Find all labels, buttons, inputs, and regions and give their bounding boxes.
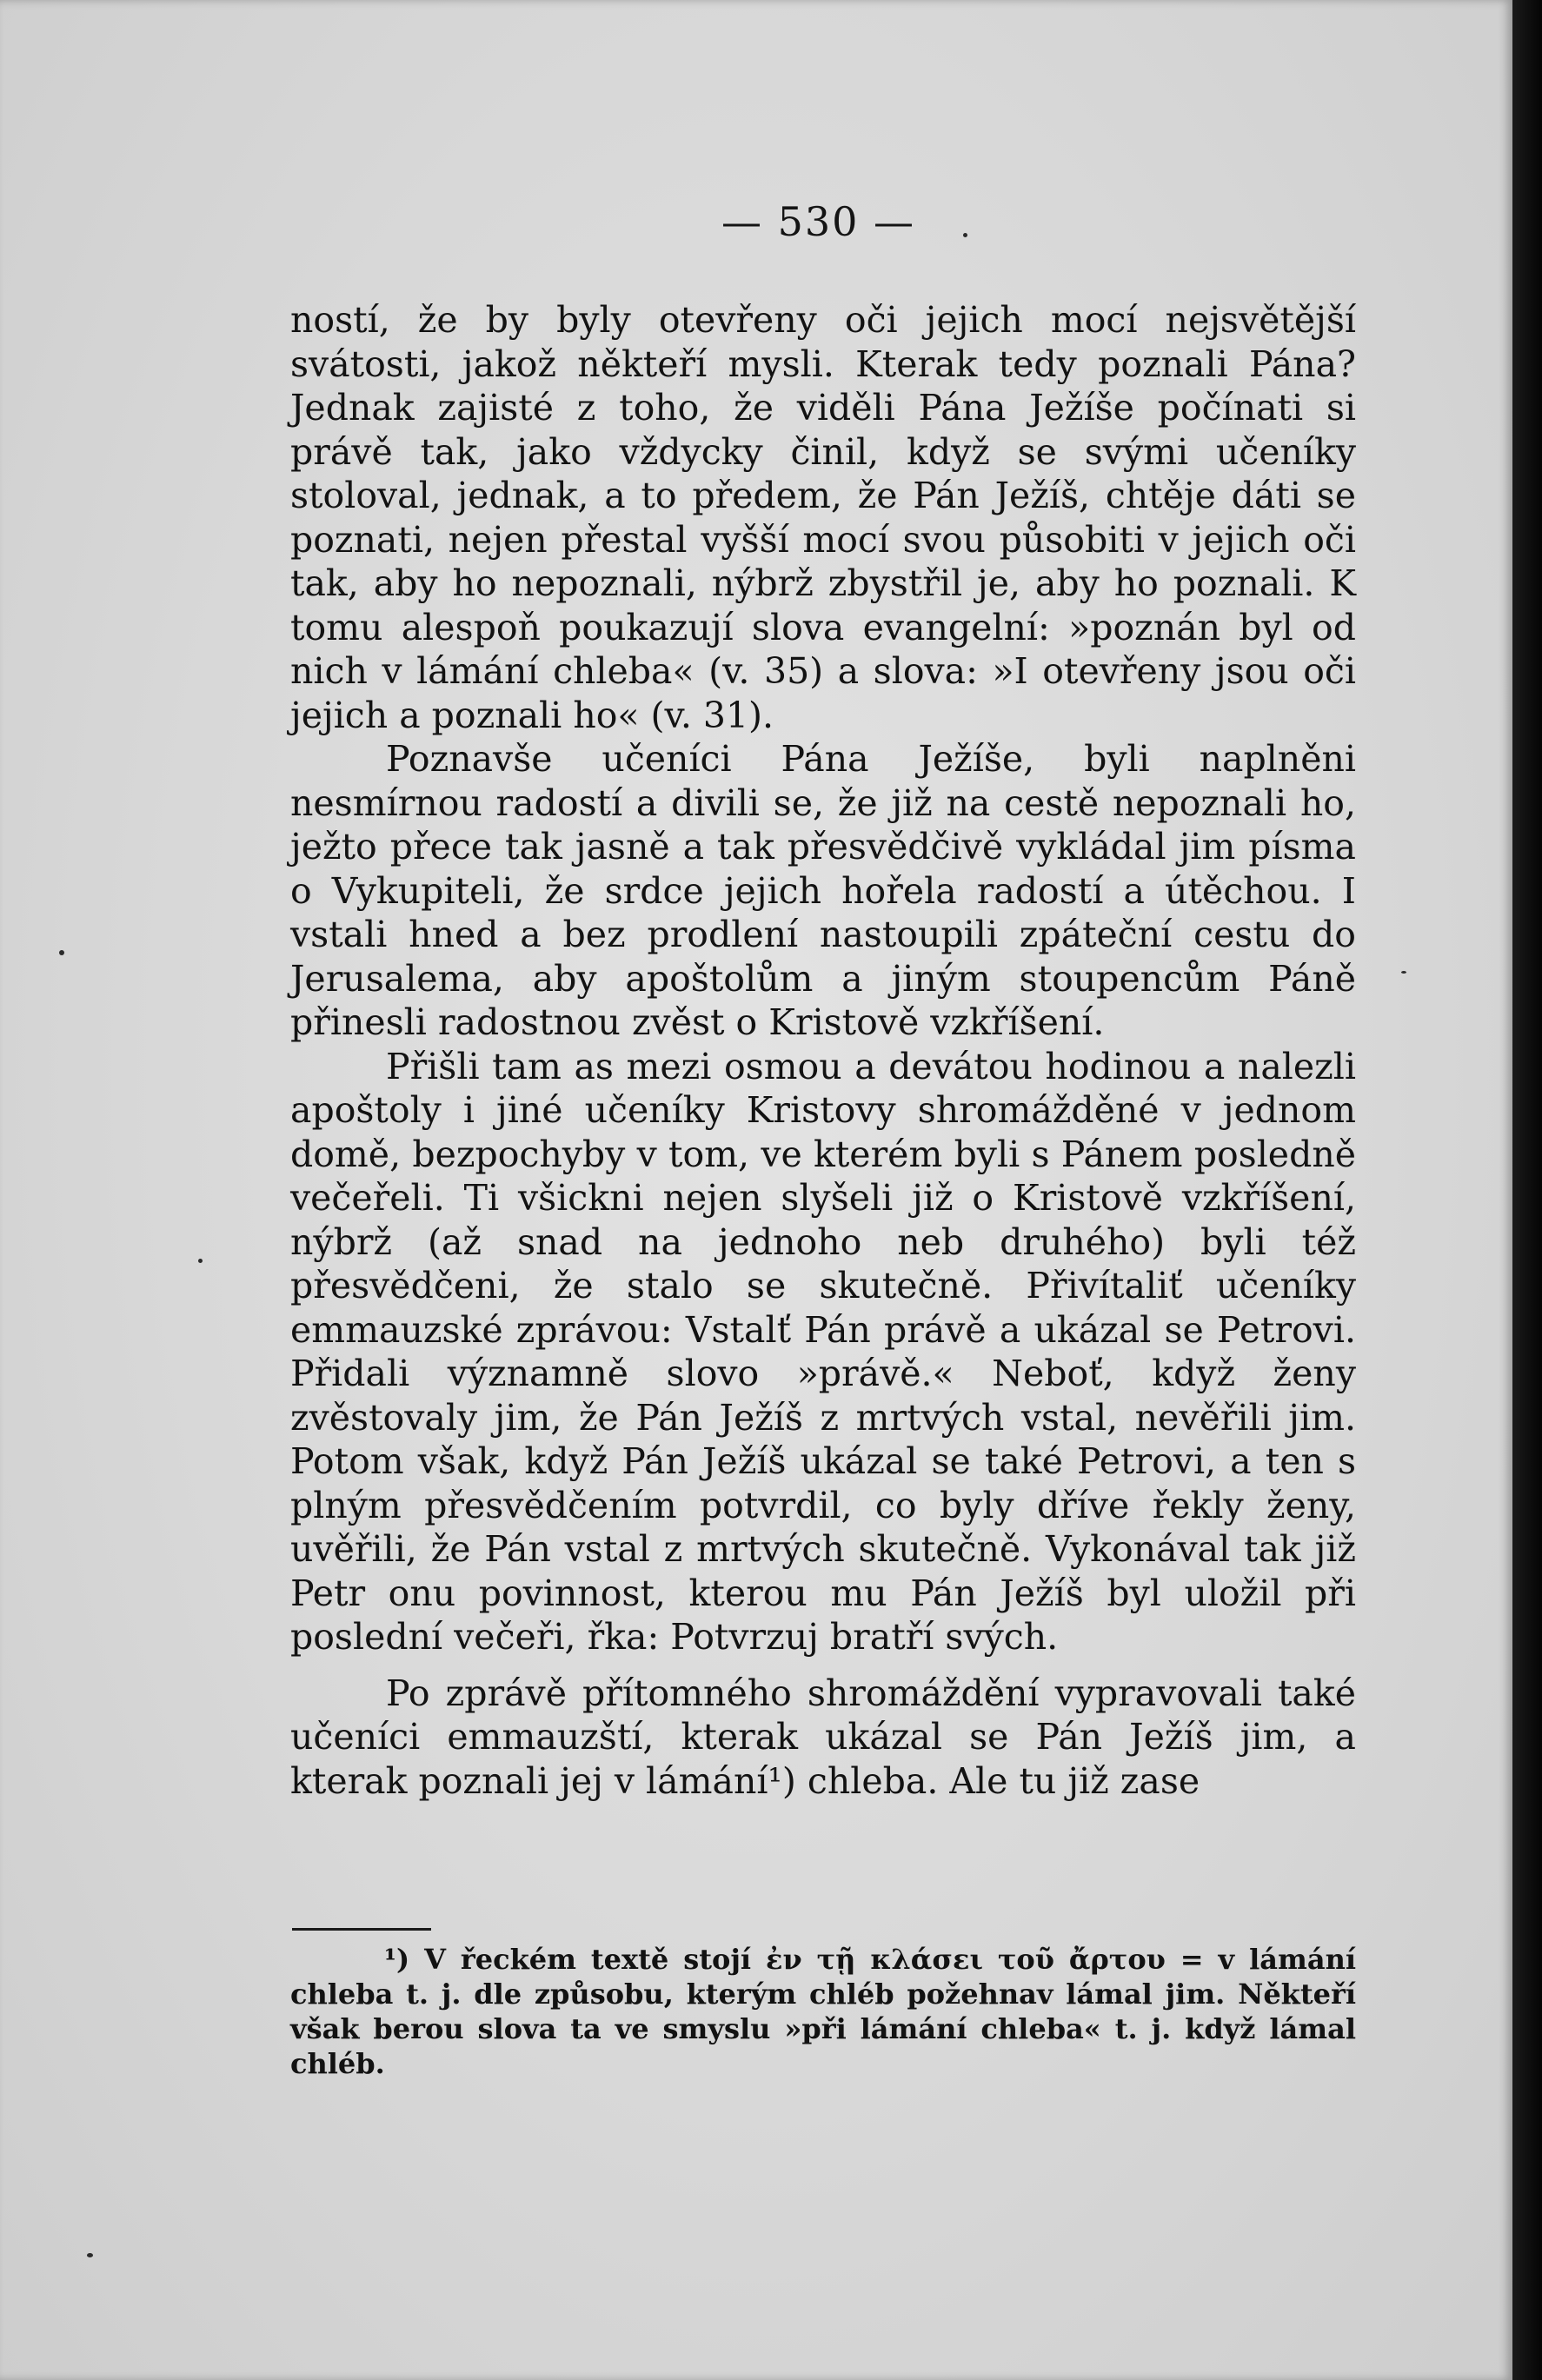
page-edge-shadow bbox=[1512, 0, 1542, 2380]
print-speck bbox=[59, 950, 64, 955]
paragraph-1: ností, že by byly otevřeny oči jejich mocí nejsvětější svátosti, jakož někteří mysli. Kterak tedy poznali Pána? Jednak zajisté z toho, že viděli Pána Ježíše počínati si právě tak, jako vždycky činil, když se svými učeníky stoloval, jednak, a to předem, že Pán Ježíš, chtěje dáti se poznati, nejen přestal vyšší mocí svou působiti v jejich oči tak, aby ho nepoznali, nýbrž zbystřil je, aby ho poznali. K tomu alespoň poukazují slova evangelní: »poznán byl od nich v lámání chleba« (v. 35) a slova: »I otevřeny jsou oči jejich a poznali ho« (v. 31). bbox=[290, 299, 1356, 736]
body-text bbox=[290, 298, 1356, 1803]
paragraph-2: Poznavše učeníci Pána Ježíše, byli naplněni nesmírnou radostí a divili se, že již na cestě nepoznali ho, ježto přece tak jasně a tak přesvědčivě vykládal jim písma o Vykupiteli, že srdce jejich hořela radostí a útěchou. I vstali hned a bez prodlení nastoupili zpáteční cestu do Jerusalema, aby apoštolům a jiným stoupencům Páně přinesli radostnou zvěst o Kristově vzkříšení. bbox=[290, 738, 1356, 1043]
page-number: — 530 — bbox=[721, 198, 916, 245]
footnote-divider bbox=[292, 1928, 431, 1931]
paragraph-4: Po zprávě přítomného shromáždění vypravovali také učeníci emmauzští, kterak ukázal se Pán Ježíš jim, a kterak poznali jej v lámání¹) chleba. Ale tu již zase bbox=[290, 1672, 1356, 1802]
print-speck bbox=[1401, 971, 1406, 974]
print-speck bbox=[963, 233, 967, 237]
print-speck bbox=[198, 1259, 203, 1263]
footnote: ¹) V řeckém textě stojí ἐν τῇ κλάσει τοῦ ἄρτου = v lámání chleba t. j. dle způsobu, kterým chléb požehnav lámal jim. Někteří však berou slova ta ve smyslu »při lámání chleba« t. j. když lámal chléb. bbox=[290, 1943, 1356, 2080]
print-speck bbox=[87, 2253, 93, 2257]
paragraph-3: Přišli tam as mezi osmou a devátou hodinou a nalezli apoštoly i jiné učeníky Kristovy shromážděné v jednom domě, bezpochyby v tom, ve kterém byli s Pánem posledně večeřeli. Ti všicknі nejen slyšeli již o Kristově vzkříšení, nýbrž (až snad na jednoho neb druhého) byli též přesvědčeni, že stalo se skutečně. Přivítaliť učeníky emmauzské zprávou: Vstalť Pán právě a ukázal se Petrovi. Přidali významně slovo »právě.« Neboť, když ženy zvěstovaly jim, že Pán Ježíš z mrtvých vstal, nevěřili jim. Potom však, když Pán Ježíš ukázal se také Petrovi, a ten s plným přesvědčením potvrdil, co byly dříve řekly ženy, uvěřili, že Pán vstal z mrtvých skutečně. Vykonával tak již Petr onu povinnost, kterou mu Pán Ježíš byl uložil při poslední večeři, řka: Potvrzuj bratří svých. bbox=[290, 1045, 1356, 1658]
